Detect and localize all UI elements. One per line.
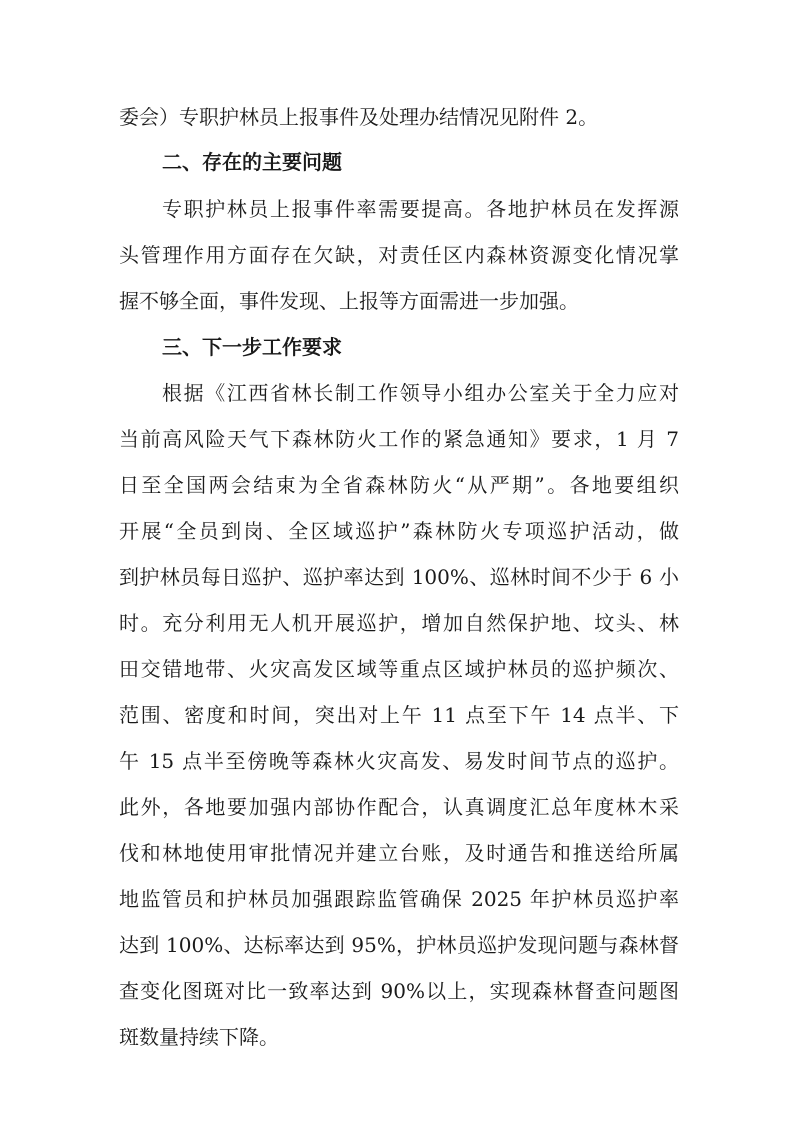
paragraph-line: 伐和林地使用审批情况并建立台账，及时通告和推送给所属 <box>119 841 679 865</box>
paragraph-line: 斑数量持续下降。 <box>119 1025 279 1049</box>
continuation-line: 委会）专职护林员上报事件及处理办结情况见附件 2。 <box>119 105 599 129</box>
paragraph-line: 日至全国两会结束为全省森林防火“从严期”。各地要组织 <box>119 473 679 497</box>
paragraph-line: 头管理作用方面存在欠缺，对责任区内森林资源变化情况掌 <box>119 243 679 267</box>
paragraph-line: 范围、密度和时间，突出对上午 11 点至下午 14 点半、下 <box>119 703 679 727</box>
paragraph-line: 根据《江西省林长制工作领导小组办公室关于全力应对 <box>162 381 679 405</box>
section-heading-next-steps: 三、下一步工作要求 <box>162 335 342 359</box>
paragraph-line: 到护林员每日巡护、巡护率达到 100%、巡林时间不少于 6 小 <box>119 565 679 589</box>
paragraph-line: 此外，各地要加强内部协作配合，认真调度汇总年度林木采 <box>119 795 679 819</box>
paragraph-line: 达到 100%、达标率达到 95%，护林员巡护发现问题与森林督 <box>119 933 679 957</box>
paragraph-line: 地监管员和护林员加强跟踪监管确保 2025 年护林员巡护率 <box>119 887 679 911</box>
paragraph-line: 开展“全员到岗、全区域巡护”森林防火专项巡护活动，做 <box>119 519 679 543</box>
paragraph-line: 时。充分利用无人机开展巡护，增加自然保护地、坟头、林 <box>119 611 679 635</box>
section-heading-problems: 二、存在的主要问题 <box>162 150 342 174</box>
paragraph-line: 当前高风险天气下森林防火工作的紧急通知》要求，1 月 7 <box>119 427 679 451</box>
paragraph-line: 午 15 点半至傍晚等森林火灾高发、易发时间节点的巡护。 <box>119 749 679 773</box>
paragraph-line: 专职护林员上报事件率需要提高。各地护林员在发挥源 <box>162 197 679 221</box>
paragraph-line: 查变化图斑对比一致率达到 90%以上，实现森林督查问题图 <box>119 979 679 1003</box>
paragraph-line: 田交错地带、火灾高发区域等重点区域护林员的巡护频次、 <box>119 657 679 681</box>
paragraph-line: 握不够全面，事件发现、上报等方面需进一步加强。 <box>119 289 579 313</box>
